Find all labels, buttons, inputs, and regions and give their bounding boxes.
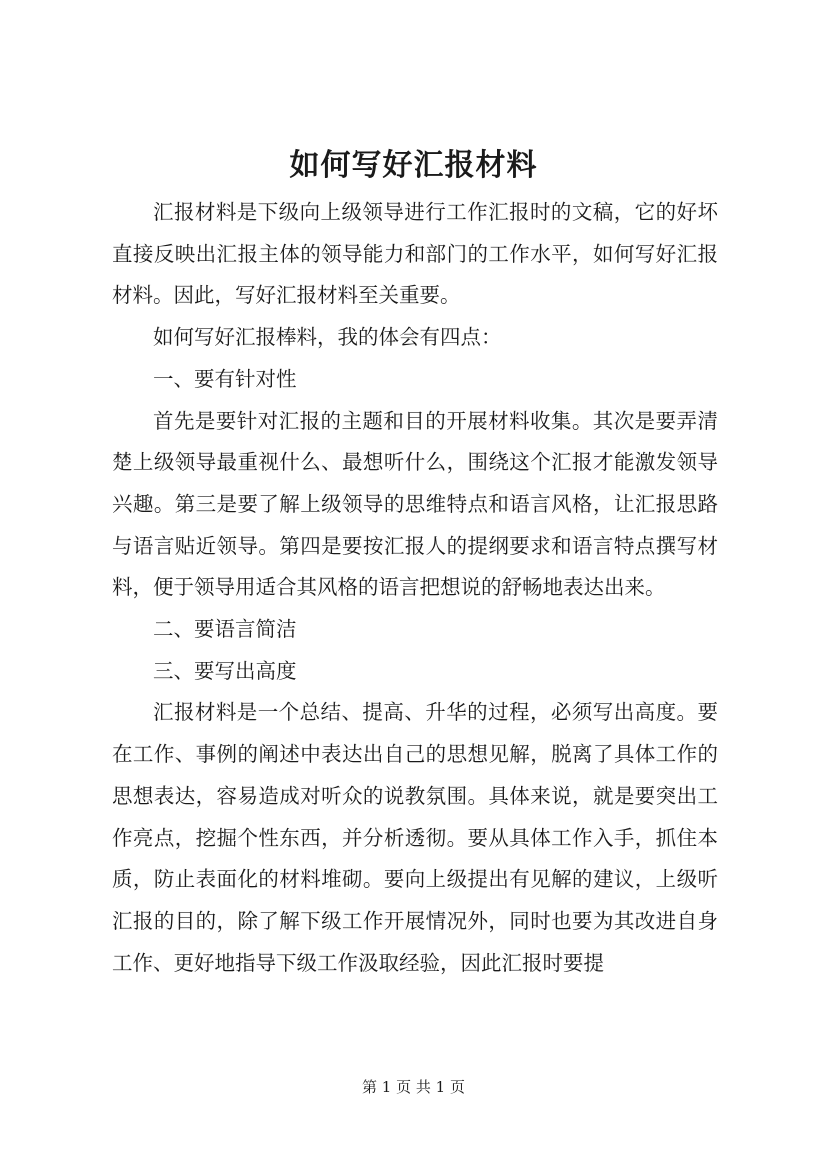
paragraph-lead-in: 如何写好汇报棒料，我的体会有四点： [153, 325, 502, 350]
document-title: 如何写好汇报材料 [289, 148, 538, 183]
document-body [112, 192, 718, 984]
paragraph-intro: 汇报材料是下级向上级领导进行工作汇报时的文稿，它的好坏直接反映出汇报主体的领导能力和部门的工作水平，如何写好汇报材料。因此，写好汇报材料至关重要。 [112, 200, 718, 308]
heading-point-three: 三、要写出高度 [153, 658, 297, 683]
heading-point-two: 二、要语言简洁 [153, 617, 297, 642]
paragraph-point-one: 首先是要针对汇报的主题和目的开展材料收集。其次是要弄清楚上级领导最重视什么、最想听什么，围绕这个汇报才能激发领导兴趣。第三是要了解上级领导的思维特点和语言风格，让汇报思路与语言贴近领导。第四是要按汇报人的提纲要求和语言特点撰写材料，便于领导用适合其风格的语言把想说的舒畅地表达出来。 [112, 408, 718, 600]
heading-point-one: 一、要有针对性 [153, 366, 297, 391]
paragraph-point-three: 汇报材料是一个总结、提高、升华的过程，必须写出高度。要在工作、事例的阐述中表达出自己的思想见解，脱离了具体工作的思想表达，容易造成对听众的说教氛围。具体来说，就是要突出工作亮点，挖掘个性东西，并分析透彻。要从具体工作入手，抓住本质，防止表面化的材料堆砌。要向上级提出有见解的建议，上级听汇报的目的，除了解下级工作开展情况外，同时也要为其改进自身工作、更好地指导下级工作汲取经验，因此汇报时要提 [112, 700, 718, 975]
page-number-footer: 第 1 页 共 1 页 [362, 1078, 465, 1096]
